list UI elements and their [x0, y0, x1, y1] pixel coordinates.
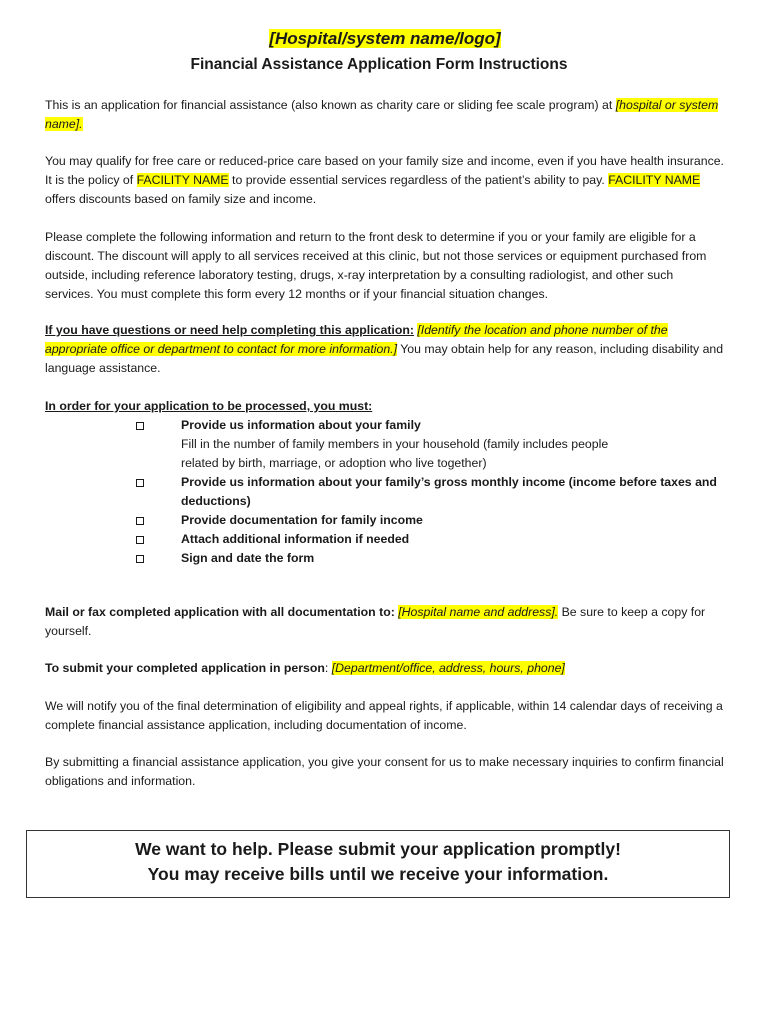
address-placeholder: [Hospital name and address]. — [398, 605, 559, 619]
list-item: Provide us information about your family — [45, 416, 725, 435]
department-placeholder: [Department/office, address, hours, phone] — [331, 661, 565, 675]
checkbox-icon — [136, 555, 144, 563]
callout-line-2: You may receive bills until we receive your information. — [147, 864, 609, 884]
facility-name-placeholder: FACILITY NAME — [136, 173, 229, 187]
help-paragraph: If you have questions or need help completing this application: [Identify the location and phone number of the appropriate office or department to contact for more information.] You may obtain help for any reason, including disability and language assistance. — [45, 323, 724, 375]
callout-line-1: We want to help. Please submit your application promptly! — [135, 839, 621, 859]
list-item: Provide documentation for family income — [45, 511, 725, 530]
list-item: Sign and date the form — [45, 549, 725, 568]
system-name-placeholder: [hospital or system name]. — [45, 98, 719, 131]
consent-paragraph: By submitting a financial assistance application, you give your consent for us to make necessary inquiries to confirm financial obligations and information. — [45, 755, 724, 788]
intro-paragraph: This is an application for financial assistance (also known as charity care or sliding fee scale program) at [hospital or system name]. — [45, 98, 719, 131]
eligibility-paragraph: You may qualify for free care or reduced-price care based on your family size and income, even if you have health insurance. It is the policy of FACILITY NAME to provide essential services regardless of the patient’s ability to pay. FACILITY NAME offers discounts based on family size and income. — [45, 154, 724, 206]
list-item: Attach additional information if needed — [45, 530, 725, 549]
requirements-heading: In order for your application to be processed, you must: — [45, 399, 373, 413]
checkbox-icon — [136, 536, 144, 544]
help-lead: If you have questions or need help completing this application: — [45, 323, 414, 337]
contact-placeholder: [Identify the location and phone number of the appropriate office or department to contact for more information.] — [45, 323, 668, 356]
checkbox-icon — [136, 422, 144, 430]
checkbox-icon — [136, 517, 144, 525]
requirements-section — [45, 397, 725, 568]
mail-paragraph: Mail or fax completed application with all documentation to: [Hospital name and address]. Be sure to keep a copy for yourself. — [45, 605, 706, 638]
hospital-name-placeholder: [Hospital/system name/logo] — [269, 29, 501, 48]
callout-box — [26, 830, 730, 898]
instructions-paragraph: Please complete the following information and return to the front desk to determine if you or your family are eligible for a discount. The discount will apply to all services received at this clinic, but not those services or equipment purchased from outside, including reference laboratory testing, drugs, x-ray interpretation by a consulting radiologist, and other such services. You must complete this form every 12 months or if your financial situation changes. — [45, 230, 707, 301]
form-subtitle: Financial Assistance Application Form Instructions — [190, 56, 568, 73]
list-item: Provide us information about your family’s gross monthly income (income before taxes and deductions) — [45, 473, 725, 511]
page-title — [0, 29, 770, 49]
checkbox-icon — [136, 479, 144, 487]
in-person-paragraph: To submit your completed application in person: [Department/office, address, hours, phone] — [45, 661, 565, 675]
list-item-detail: Fill in the number of family members in your household (family includes people related by birth, marriage, or adoption who live together) — [181, 437, 609, 470]
facility-name-placeholder: FACILITY NAME — [608, 173, 701, 187]
notification-paragraph: We will notify you of the final determination of eligibility and appeal rights, if applicable, within 14 calendar days of receiving a complete financial assistance application, including documentation of income. — [45, 699, 723, 732]
